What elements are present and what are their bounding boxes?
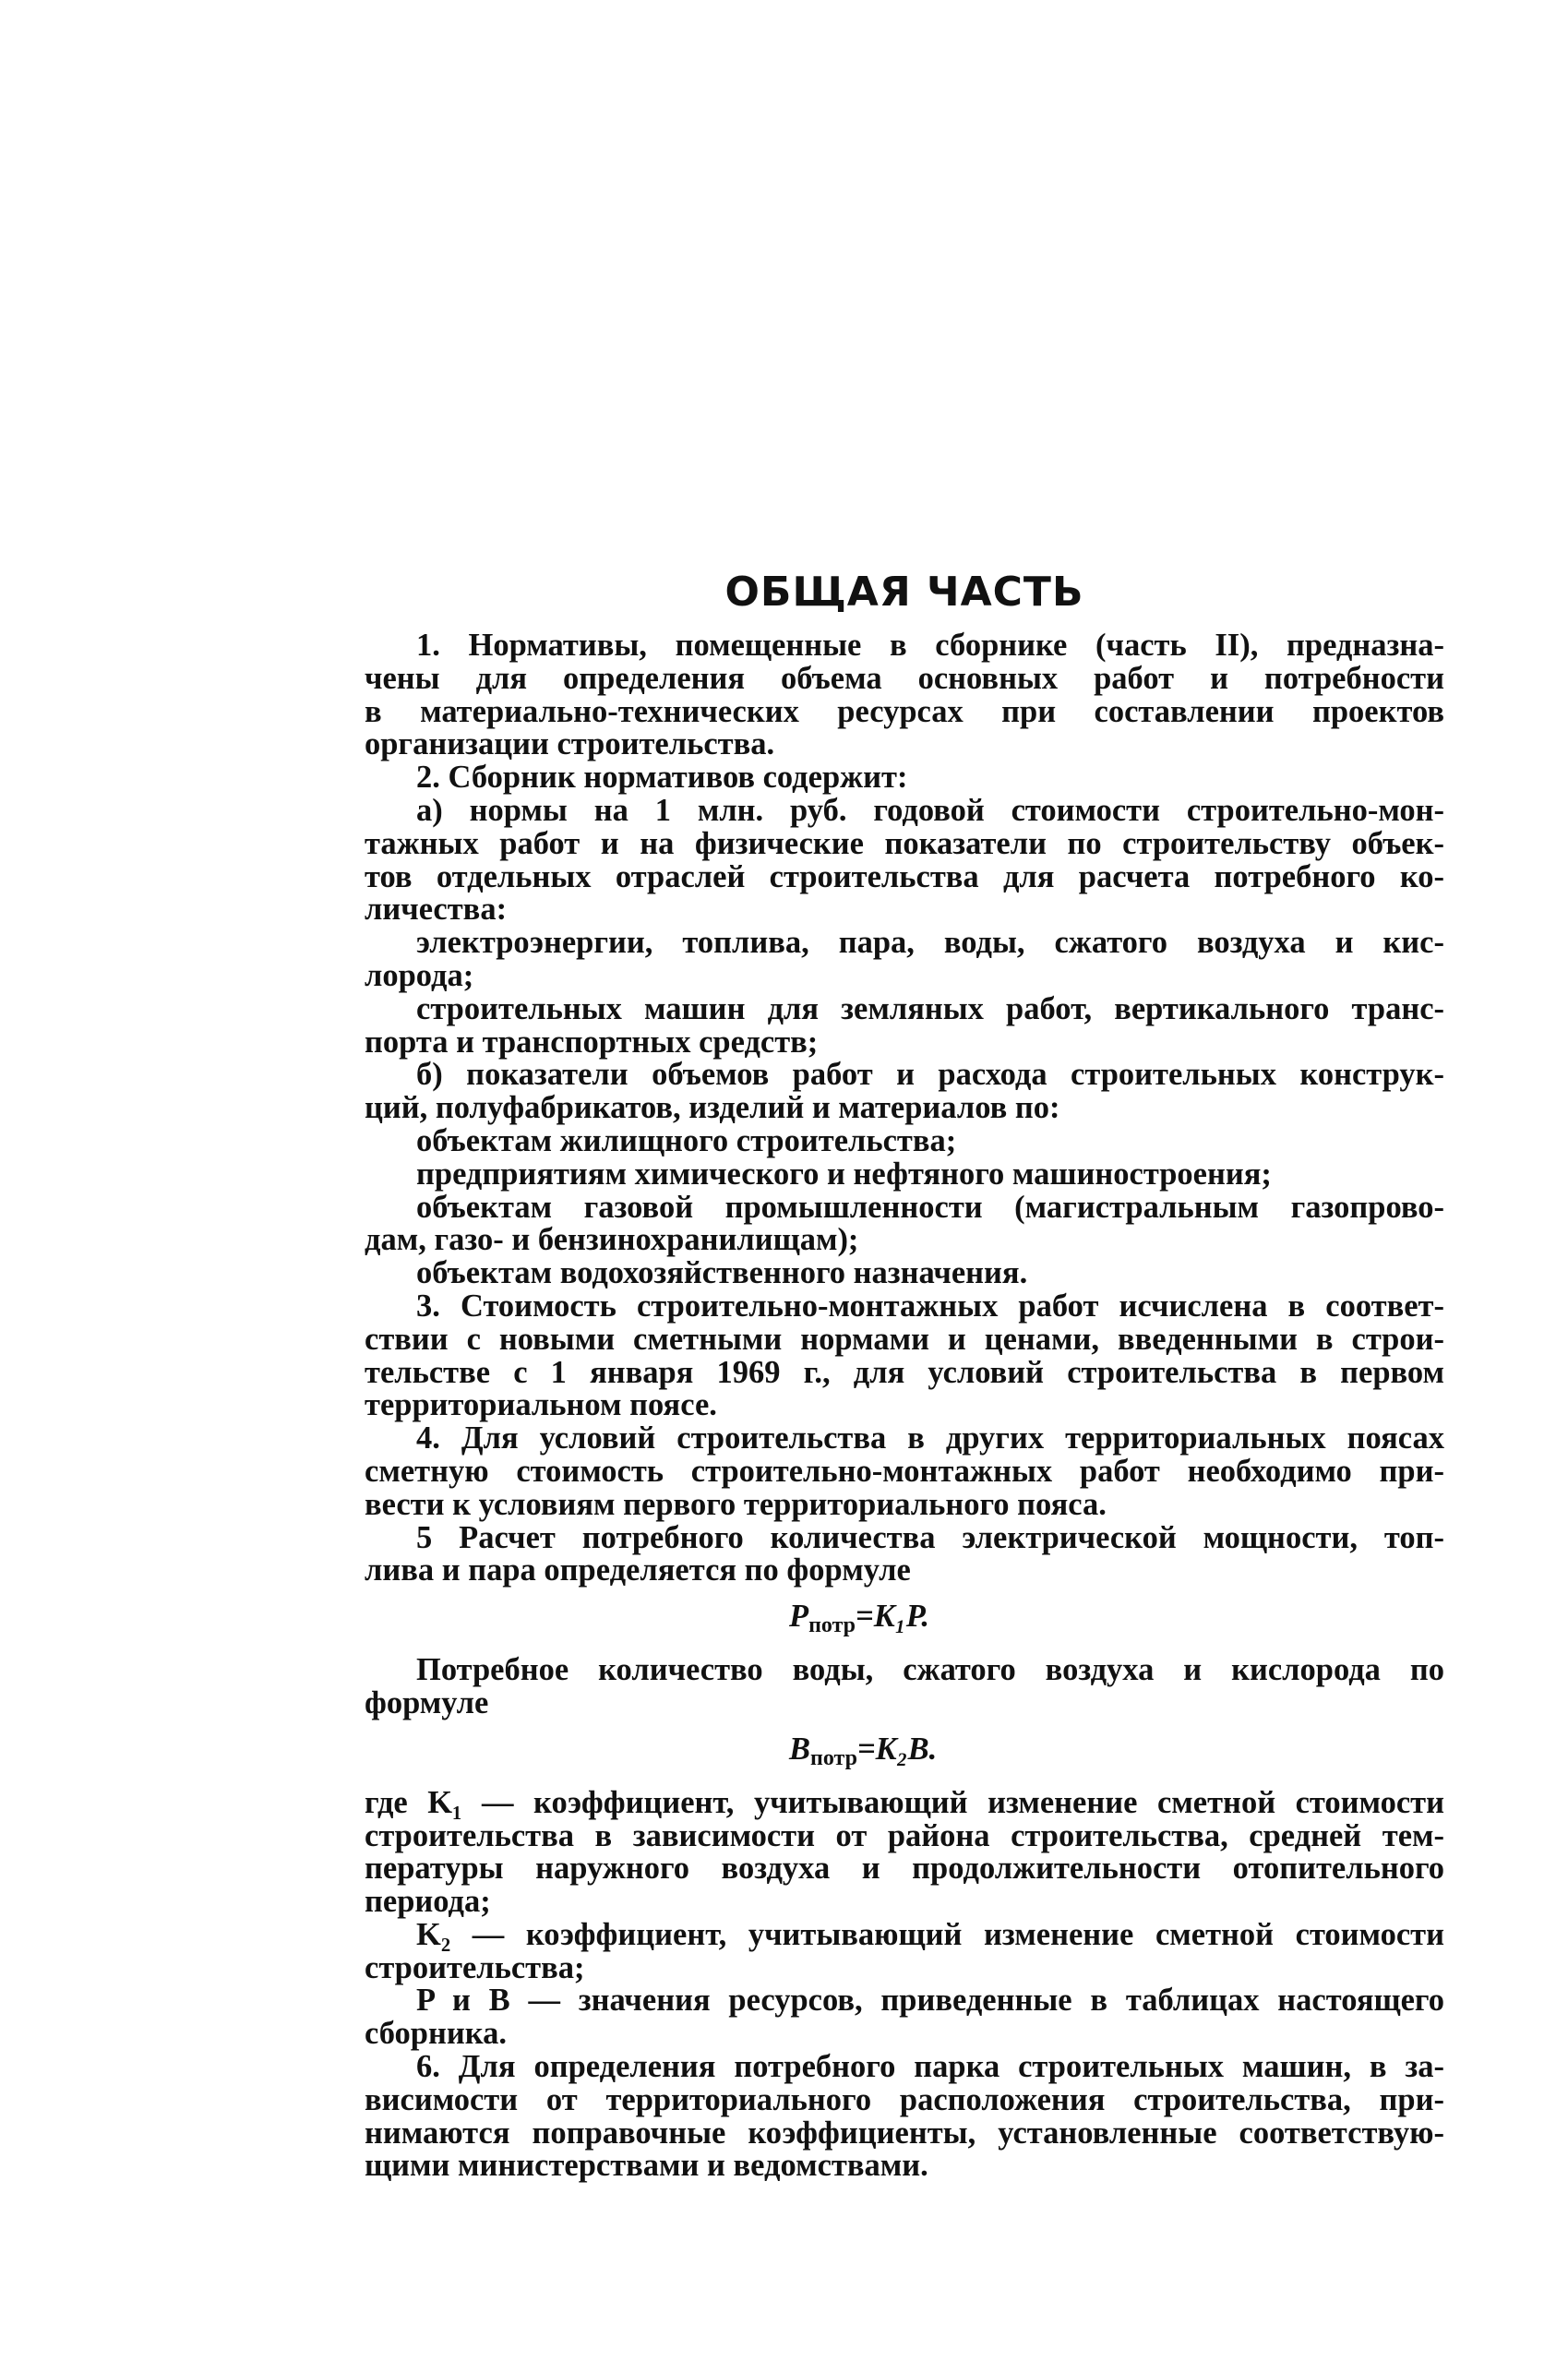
document-body [365,629,1444,2183]
paragraph-2b-line: б) показатели объемов работ и расхода строительных конструк- [416,1057,1444,1093]
list-item-line: порта и транспортных средств; [365,1024,819,1060]
formula-water [365,1724,1444,1783]
formula-power [365,1591,1444,1650]
paragraph-2b-line: ций, полуфабрикатов, изделий и материалов по: [365,1090,1060,1126]
definition-k2-line: строительства; [365,1949,585,1985]
formula-rhs: =K₂B. [856,1731,938,1767]
formula-subscript: потр [808,1613,856,1638]
definition-k2-line: K₂ — коэффициент, учитывающий изменение сметной стоимости [416,1916,1444,1952]
list-item-line: предприятиям химического и нефтяного машиностроения; [416,1156,1272,1192]
page-title: ОБЩАЯ ЧАСТЬ [724,569,1084,616]
paragraph-5-line: 5 Расчет потребного количества электрической мощности, топ- [416,1519,1444,1555]
paragraph-6-line: нимаются поправочные коэффициенты, установленные соответствую- [365,2115,1444,2151]
list-item-line: строительных машин для земляных работ, вертикального транс- [416,990,1444,1026]
list-item-line: объектам водохозяйственного назначения. [416,1255,1028,1291]
paragraph-6-line: 6. Для определения потребного парка строительных машин, в за- [416,2049,1444,2085]
list-item-line: объектам газовой промышленности (магистральным газопрово- [416,1189,1444,1225]
formula-subscript: потр [810,1745,857,1770]
paragraph-1-line: в материально-технических ресурсах при составлении проектов [365,693,1444,729]
list-item-line: лорода; [365,957,474,993]
formula-rhs: =K₁P. [856,1599,929,1635]
definition-k1-line: периода; [365,1884,491,1920]
paragraph-6-line: висимости от территориального расположения строительства, при- [365,2081,1444,2117]
formula-lhs: P [789,1599,809,1635]
document-page [365,565,1444,2183]
definition-k1-line: пературы наружного воздуха и продолжительности отопительного [365,1851,1444,1887]
paragraph-2a-line: тажных работ и на физические показатели по строительству объек- [365,825,1444,861]
paragraph-4-line: 4. Для условий строительства в других территориальных поясах [416,1420,1444,1456]
paragraph-2-line: 2. Сборник нормативов содержит: [416,760,908,796]
paragraph-5b-line: формуле [365,1684,489,1720]
paragraph-2a-line: а) нормы на 1 млн. руб. годовой стоимости строительно-мон- [416,792,1444,828]
paragraph-2a-line: тов отдельных отраслей строительства для расчета потребного ко- [365,858,1444,894]
paragraph-1-line: чены для определения объема основных работ и потребности [365,660,1444,696]
definition-pb-line: P и B — значения ресурсов, приведенные в таблицах настоящего [416,1983,1444,2019]
paragraph-3-line: ствии с новыми сметными нормами и ценами, введенными в строи- [365,1321,1444,1357]
list-item-line: объектам жилищного строительства; [416,1122,957,1158]
paragraph-1-line: организации строительства. [365,726,775,762]
list-item-line: электроэнергии, топлива, пара, воды, сжатого воздуха и кис- [416,925,1444,961]
paragraph-3-line: территориальном поясе. [365,1387,717,1423]
paragraph-3-line: 3. Стоимость строительно-монтажных работ исчислена в соответ- [416,1288,1444,1324]
list-item-line: дам, газо- и бензинохранилищам); [365,1222,859,1258]
paragraph-5-line: лива и пара определяется по формуле [365,1552,911,1588]
paragraph-1-line: 1. Нормативы, помещенные в сборнике (часть II), предназна- [416,628,1444,663]
definition-pb-line: сборника. [365,2016,507,2052]
paragraph-4-line: вести к условиям первого территориального пояса. [365,1486,1107,1522]
definition-k1-line: где K₁ — коэффициент, учитывающий изменение сметной стоимости [365,1784,1444,1820]
paragraph-2a-line: личества: [365,892,508,928]
definition-k1-line: строительства в зависимости от района строительства, средней тем- [365,1817,1444,1853]
paragraph-4-line: сметную стоимость строительно-монтажных работ необходимо при- [365,1453,1444,1489]
paragraph-5b-line: Потребное количество воды, сжатого воздуха и кислорода по [416,1652,1444,1688]
formula-lhs: B [789,1731,811,1767]
paragraph-6-line: щими министерствами и ведомствами. [365,2148,928,2184]
paragraph-3-line: тельстве с 1 января 1969 г., для условий строительства в первом [365,1354,1444,1390]
